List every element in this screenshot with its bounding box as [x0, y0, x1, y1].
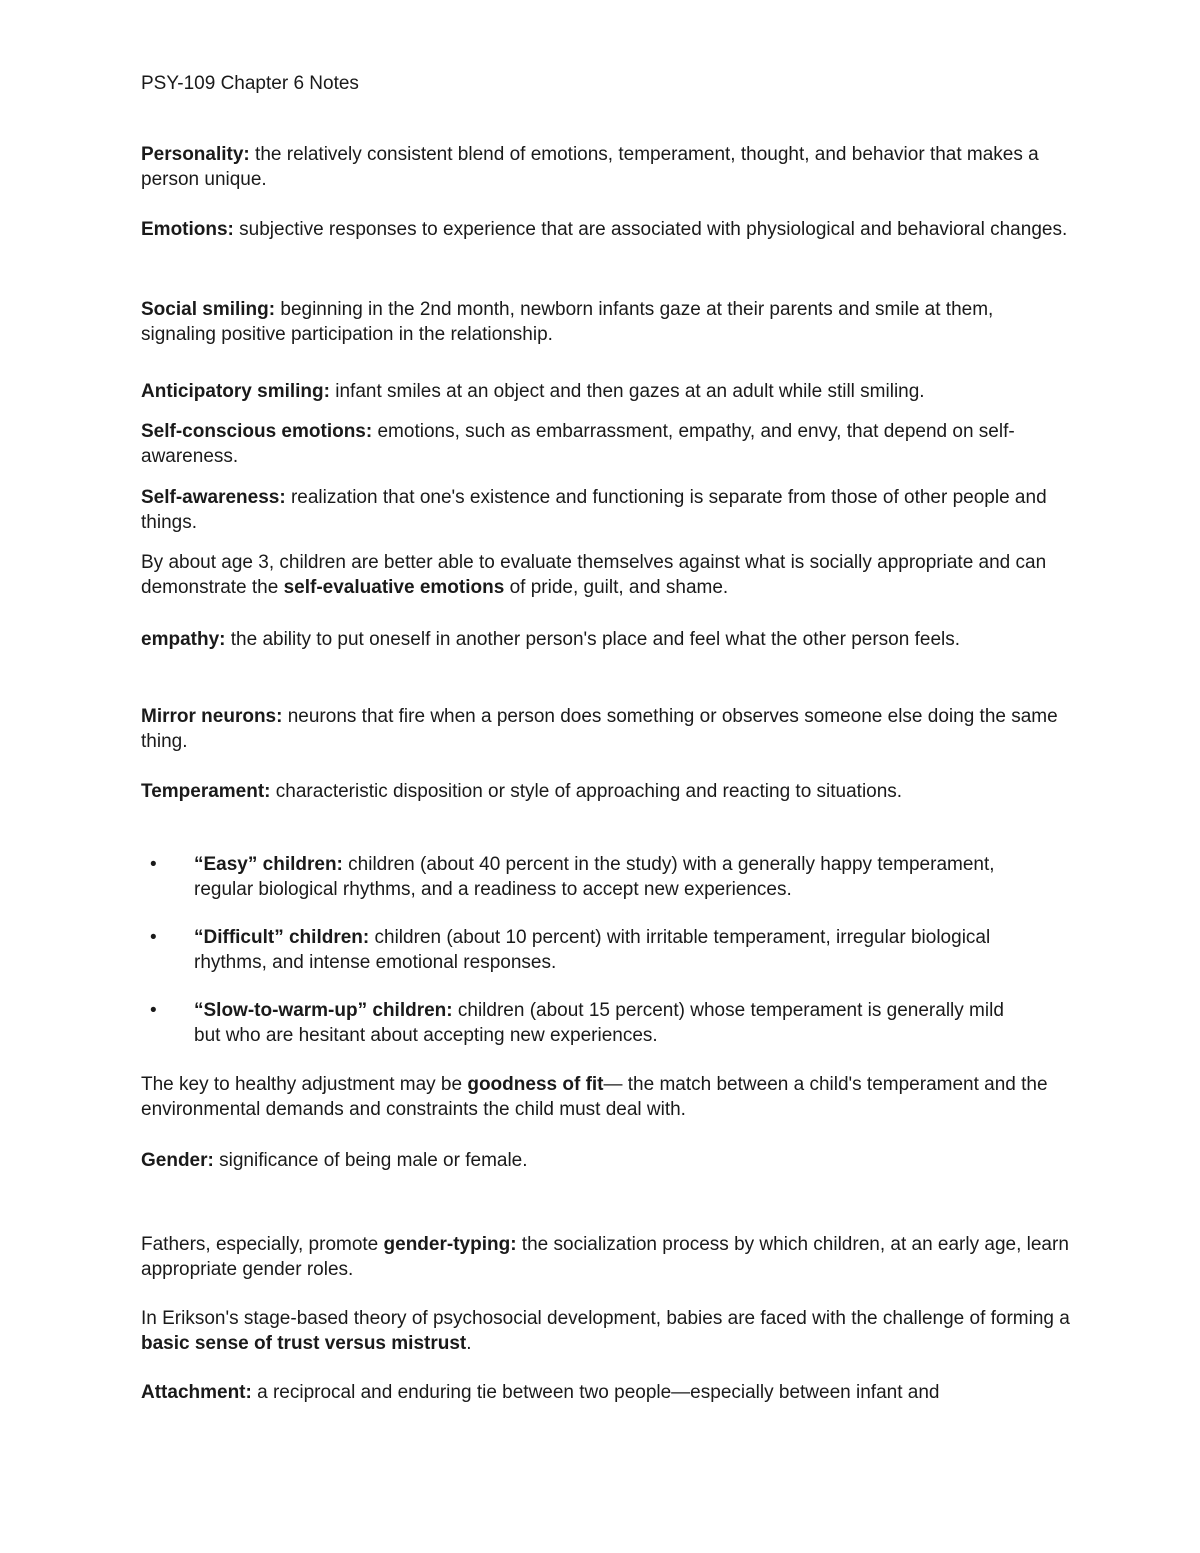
definition-self-awareness — [141, 485, 1071, 535]
definition-text: the relatively consistent blend of emotions, temperament, thought, and behavior that makes a person unique. — [141, 144, 1039, 190]
definition-text: emotions, such as embarrassment, empathy, and envy, that depend on self-awareness. — [141, 421, 1015, 467]
paragraph-erikson — [141, 1306, 1071, 1356]
definition-empathy — [141, 627, 1071, 652]
term: Self-conscious emotions: — [141, 421, 373, 442]
paragraph-self-evaluative — [141, 550, 1071, 600]
paragraph-text: By about age 3, children are better able to evaluate themselves against what is socially appropriate and can demonstrate the — [141, 552, 1047, 598]
paragraph-text: of pride, guilt, and shame. — [504, 577, 729, 598]
definition-attachment — [141, 1380, 1071, 1405]
term: basic sense of trust versus mistrust — [141, 1333, 467, 1354]
definition-text: beginning in the 2nd month, newborn infants gaze at their parents and smile at them, signaling positive participation in the relationship. — [141, 299, 994, 345]
definition-text: infant smiles at an object and then gazes at an adult while still smiling. — [329, 381, 925, 402]
term: Personality: — [141, 144, 250, 165]
definition-text: children (about 10 percent) with irritable temperament, irregular biological rhythms, and intense emotional responses. — [194, 927, 991, 973]
term: Emotions: — [141, 219, 234, 240]
term: Self-awareness: — [141, 487, 286, 508]
term: Gender: — [141, 1150, 214, 1171]
bullet-text — [194, 852, 1024, 902]
definition-social-smiling — [141, 297, 1071, 347]
definition-self-conscious-emotions — [141, 419, 1071, 469]
paragraph-text: the socialization process by which children, at an early age, learn appropriate gender roles. — [141, 1234, 1069, 1280]
term: “Easy” children: — [194, 854, 343, 875]
term: Temperament: — [141, 781, 271, 802]
term: goodness of fit — [467, 1074, 604, 1095]
term: “Slow-to-warm-up” children: — [194, 1000, 453, 1021]
paragraph-goodness-of-fit — [141, 1072, 1071, 1122]
term: Anticipatory smiling: — [141, 381, 330, 402]
definition-anticipatory-smiling — [141, 379, 1071, 404]
definition-text: significance of being male or female. — [213, 1150, 528, 1171]
term: Mirror neurons: — [141, 706, 283, 727]
definition-text: children (about 15 percent) whose temperament is generally mild but who are hesitant about accepting new experiences. — [194, 1000, 1004, 1046]
definition-text: the ability to put oneself in another person's place and feel what the other person feels. — [225, 629, 961, 650]
page-title: PSY-109 Chapter 6 Notes — [141, 73, 359, 94]
term: gender-typing: — [383, 1234, 517, 1255]
paragraph-text: The key to healthy adjustment may be — [141, 1074, 468, 1095]
definition-text: children (about 40 percent in the study) with a generally happy temperament, regular biological rhythms, and a readiness to accept new experiences. — [194, 854, 995, 900]
paragraph-gender-typing — [141, 1232, 1071, 1282]
term: Attachment: — [141, 1382, 252, 1403]
definition-text: characteristic disposition or style of approaching and reacting to situations. — [270, 781, 903, 802]
bullet-text — [194, 998, 1024, 1048]
term: Social smiling: — [141, 299, 276, 320]
paragraph-text: Fathers, especially, promote — [141, 1234, 384, 1255]
definition-text: realization that one's existence and functioning is separate from those of other people and things. — [141, 487, 1047, 533]
definition-personality — [141, 142, 1071, 192]
definition-temperament — [141, 779, 1071, 804]
paragraph-text: — the match between a child's temperament and the environmental demands and constraints the child must deal with. — [141, 1074, 1048, 1120]
bullet-icon: • — [150, 854, 157, 875]
definition-gender — [141, 1148, 1071, 1173]
bullet-icon: • — [150, 1000, 157, 1021]
definition-text: neurons that fire when a person does something or observes someone else doing the same thing. — [141, 706, 1058, 752]
paragraph-text: . — [466, 1333, 472, 1354]
definition-text: a reciprocal and enduring tie between two people—especially between infant and — [251, 1382, 940, 1403]
definition-emotions — [141, 217, 1071, 242]
bullet-icon: • — [150, 927, 157, 948]
definition-text: subjective responses to experience that are associated with physiological and behavioral changes. — [233, 219, 1068, 240]
bullet-text — [194, 925, 1024, 975]
definition-mirror-neurons — [141, 704, 1071, 754]
paragraph-text: In Erikson's stage-based theory of psychosocial development, babies are faced with the challenge of forming a — [141, 1308, 1070, 1329]
term: empathy: — [141, 629, 226, 650]
term: self-evaluative emotions — [283, 577, 505, 598]
term: “Difficult” children: — [194, 927, 370, 948]
